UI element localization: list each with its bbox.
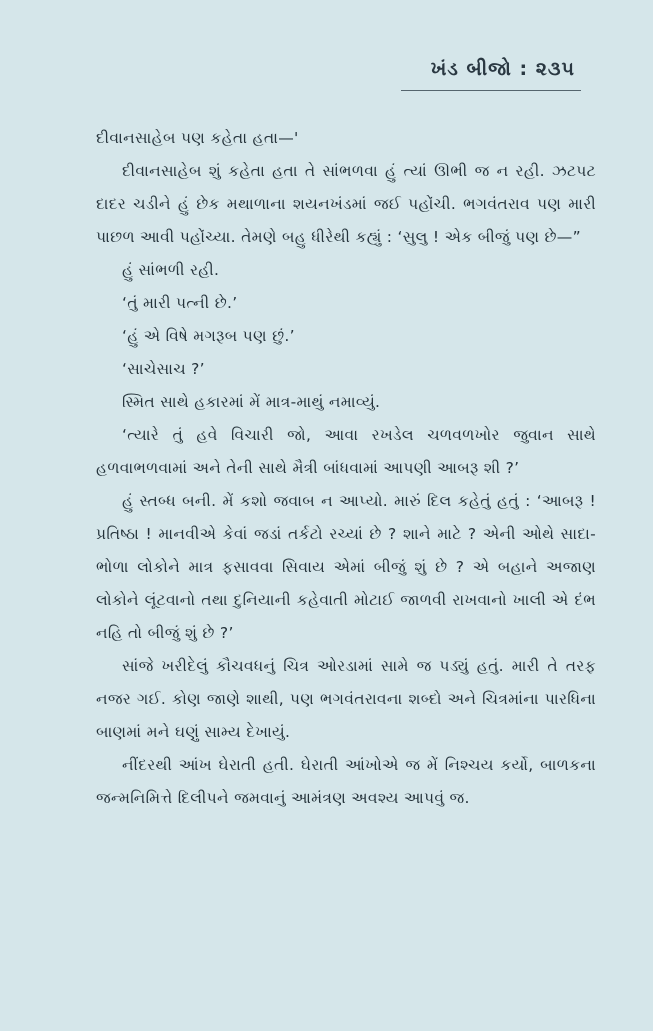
paragraph: હું સાંભળી રહી. [122, 261, 220, 279]
paragraph: સ્મિત સાથે હકારમાં મેં માત્ર-માથું નમાવ્યું. [122, 393, 381, 411]
running-head: ખંડ બીજો : ૨૩૫ [430, 58, 575, 80]
paragraph: ‘હું એ વિષે મગરૂબ પણ છું.’ [122, 327, 295, 345]
paragraph: સાંજે ખરીદેલું કૌચવધનું ચિત્ર ઓરડામાં સામે જ પડ્યું હતું. મારી તે તરફ નજર ગઈ. કોણ જાણે શાથી, પણ ભગવંતરાવના શબ્દો અને ચિત્રમાંના પારધિના બાણમાં મને ઘણું સામ્ય દેખાયું. [96, 657, 596, 741]
paragraph: દીવાનસાહેબ શું કહેતા હતા તે સાંભળવા હું ત્યાં ઊભી જ ન રહી. ઝટપટ દાદર ચડીને હું છેક મથાળાના શયનખંડમાં જઈ પહોંચી. ભગવંતરાવ પણ મારી પાછળ આવી પહોંચ્યા. તેમણે બહુ ધીરેથી કહ્યું : ‘સુલુ ! એક બીજું પણ છે—” [96, 162, 596, 246]
paragraph: ‘તું મારી પત્ની છે.’ [122, 294, 238, 312]
body-text [96, 122, 596, 815]
paragraph: ‘ત્યારે તું હવે વિચારી જો, આવા રખડેલ ચળવળખોર જુવાન સાથે હળવાભળવામાં અને તેની સાથે મૈત્રી બાંધવામાં આપણી આબરૂ શી ?’ [96, 426, 596, 477]
paragraph: નીંદરથી આંખ ઘેરાતી હતી. ઘેરાતી આંખોએ જ મેં નિશ્ચય કર્યો, બાળકના જન્મનિમિત્તે દિલીપને જમવાનું આમંત્રણ અવશ્ય આપવું જ. [96, 756, 596, 807]
header-rule [401, 88, 581, 91]
paragraph: ‘સાચેસાચ ?’ [122, 360, 205, 378]
paragraph: દીવાનસાહેબ પણ કહેતા હતા—' [96, 129, 299, 147]
paragraph: હું સ્તબ્ધ બની. મેં કશો જવાબ ન આપ્યો. મારું દિલ કહેતું હતું : ‘આબરૂ ! પ્રતિષ્ઠા ! માનવીએ કેવાં જડાં તર્કટો રચ્યાં છે ? શાને માટે ? એની ઓથે સાદા-ભોળા લોકોને માત્ર ફસાવવા સિવાય એમાં બીજું શું છે ? એ બહાને અજાણ લોકોને લૂંટવાનો તથા દુનિયાની કહેવાતી મોટાઈ જાળવી રાખવાનો ખાલી એ દંભ નહિ તો બીજું શું છે ?’ [96, 492, 596, 642]
